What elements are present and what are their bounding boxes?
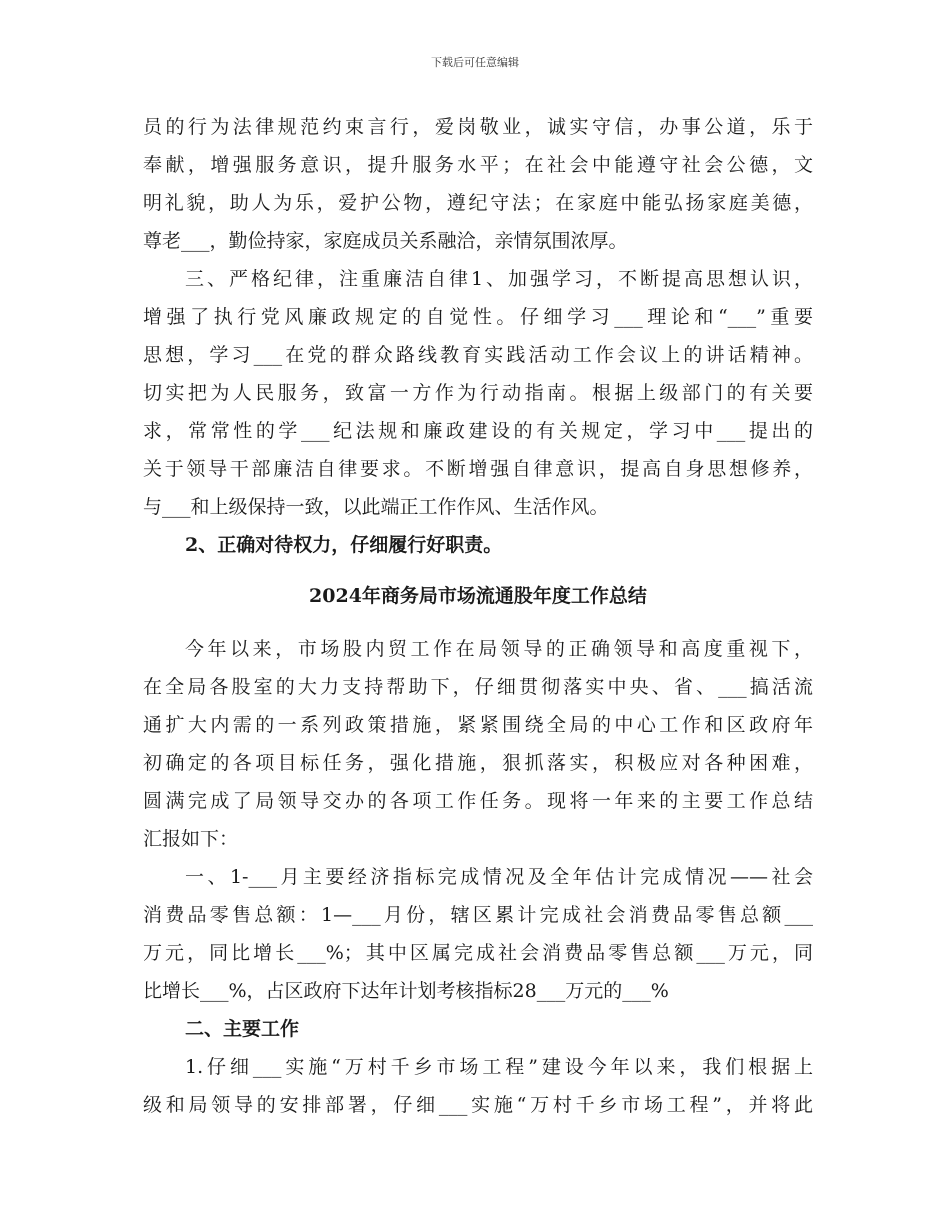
paragraph-4 [143, 858, 813, 1010]
document-body [143, 108, 813, 1124]
text-line: 比增长___%，占区政府下达年计划考核指标28___万元的___% [143, 980, 669, 1002]
text-line: 圆满完成了局领导交办的各项工作任务。现将一年来的主要工作总结 [143, 790, 813, 812]
paragraph-1 [143, 108, 813, 260]
paragraph-3 [143, 630, 813, 858]
text-line: 1.仔细___实施“万村千乡市场工程”建设今年以来，我们根据上 [185, 1056, 813, 1078]
text-line: 关于领导干部廉洁自律要求。不断增强自律意识，提高自身思想修养， [143, 458, 813, 480]
section-heading: 2、正确对待权力，仔细履行好职责。 [185, 534, 503, 556]
text-line: 消费品零售总额：1—___月份，辖区累计完成社会消费品零售总额___ [143, 904, 813, 926]
text-line: 一、1-___月主要经济指标完成情况及全年估计完成情况——社会 [185, 866, 813, 888]
text-line: 求，常常性的学___纪法规和廉政建设的有关规定，学习中___提出的 [143, 420, 813, 442]
text-line: 奉献，增强服务意识，提升服务水平；在社会中能遵守社会公德，文 [143, 154, 813, 176]
text-line: 在全局各股室的大力支持帮助下，仔细贯彻落实中央、省、___搞活流 [143, 676, 813, 698]
text-line: 与___和上级保持一致，以此端正工作作风、生活作风。 [143, 496, 609, 518]
text-line: 通扩大内需的一系列政策措施，紧紧围绕全局的中心工作和区政府年 [143, 714, 813, 736]
text-line: 增强了执行党风廉政规定的自觉性。仔细学习___理论和“___”重要 [143, 306, 813, 328]
text-line: 级和局领导的安排部署，仔细___实施“万村千乡市场工程”，并将此 [143, 1094, 813, 1116]
section-heading: 二、主要工作 [185, 1018, 300, 1040]
text-line: 思想，学习___在党的群众路线教育实践活动工作会议上的讲话精神。 [143, 344, 813, 366]
text-line: 今年以来，市场股内贸工作在局领导的正确领导和高度重视下， [185, 638, 813, 660]
text-line: 万元，同比增长___%；其中区属完成社会消费品零售总额___万元，同 [143, 942, 813, 964]
text-line: 明礼貌，助人为乐，爱护公物，遵纪守法；在家庭中能弘扬家庭美德， [143, 192, 813, 214]
text-line: 尊老___，勤俭持家，家庭成员关系融洽，亲情氛围浓厚。 [143, 230, 628, 252]
document-title: 2024年商务局市场流通股年度工作总结 [309, 585, 647, 607]
text-line: 汇报如下： [143, 828, 239, 850]
text-line: 切实把为人民服务，致富一方作为行动指南。根据上级部门的有关要 [143, 382, 813, 404]
text-line: 员的行为法律规范约束言行，爱岗敬业，诚实守信，办事公道，乐于 [143, 116, 813, 138]
paragraph-5 [143, 1048, 813, 1124]
text-line: 初确定的各项目标任务，强化措施，狠抓落实，积极应对各种困难， [143, 752, 813, 774]
text-line: 三、严格纪律，注重廉洁自律1、加强学习，不断提高思想认识， [185, 268, 813, 290]
paragraph-2 [143, 260, 813, 526]
page-header-note: 下载后可任意编辑 [431, 56, 519, 69]
